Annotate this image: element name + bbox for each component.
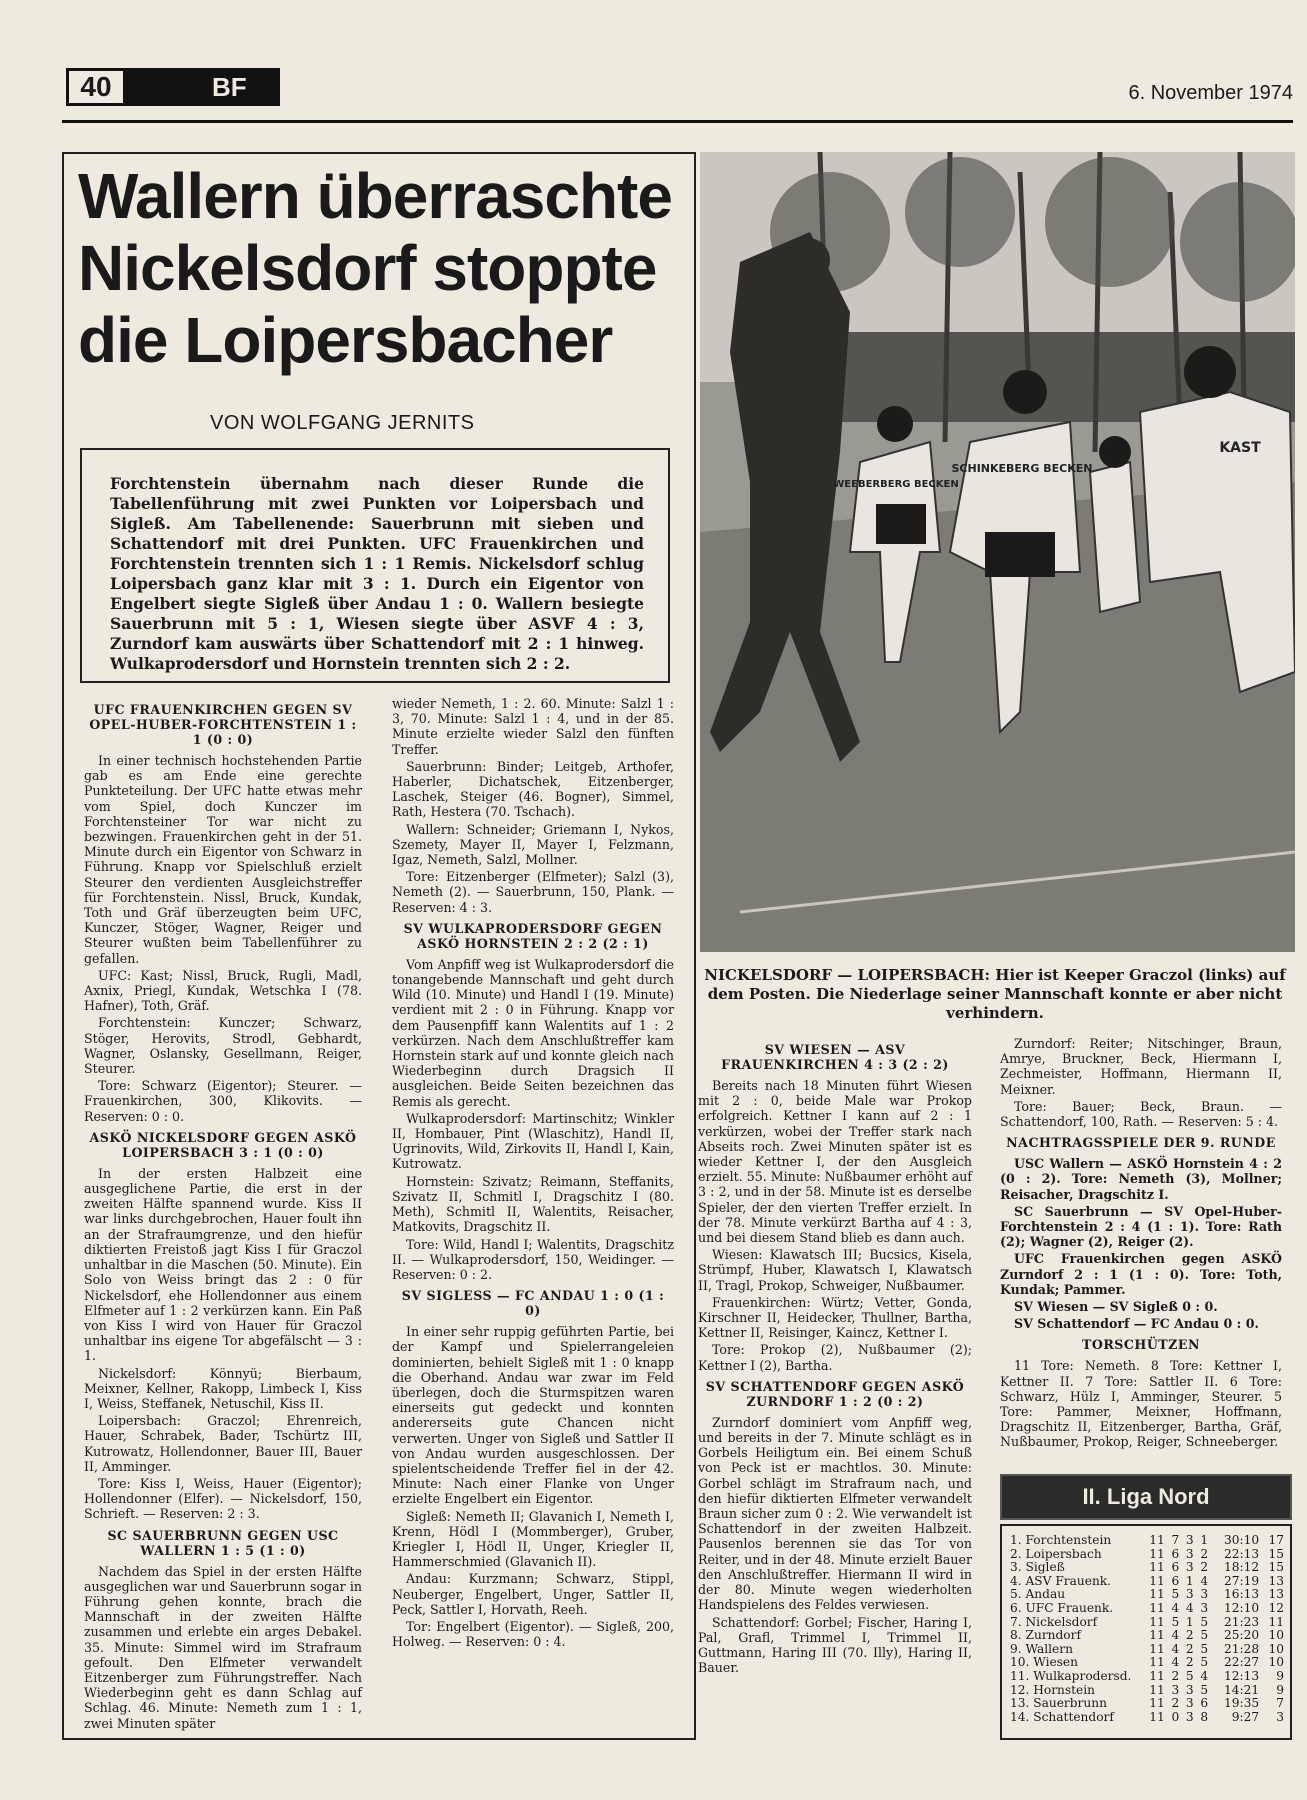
stat-cell: 5 [1171, 1614, 1180, 1629]
match-facts: Tore: Prokop (2), Nußbaumer (2); Kettner I (2), Bartha. [698, 1342, 972, 1373]
standings-table [1010, 1534, 1284, 1724]
lineup: Schattendorf: Gorbel; Fischer, Haring I, Pal, Grafl, Trimmel I, Trimmel II, Guttmann, Haring III (70. Illy), Haring II, Bauer. [698, 1614, 972, 1676]
stat-cell: 10 [1268, 1628, 1284, 1643]
stat-cell: 4 [1200, 1668, 1209, 1683]
match-report: Vom Anpfiff weg ist Wulkaprodersdorf die tonangebende Mannschaft und geht durch Wild (10. Minute) und Handl I (19. Minute) verdient mit 2 : 0 in Führung. Knapp vor dem Pausenpfiff kann Walentits auf 1 : 2 verkürzen. Nach dem Anschlußtreffer kam Hornstein stark auf und konnte gleich nach Wiederbeginn durch Dragsich II ausgleichen. Beide Seiten bezeichnen das Remis als gerecht. [392, 956, 674, 1109]
match-report: wieder Nemeth, 1 : 2. 60. Minute: Salzl 1 : 3, 70. Minute: Salzl 1 : 4, und in der 85. Minute erzielte wieder Salzl den fünften Treffer. [392, 696, 674, 757]
match-report: In der ersten Halbzeit eine ausgeglichene Partie, die erst in der zweiten Hälfte spannend wurde. Kiss II war links durchgebrochen, Hauer foult ihn an der Strafraumgrenze, und den hiefür diktierten Freistoß jagt Kiss I für Graczol unhaltbar in die Maschen (50. Minute). Ein Solo von Weiss bringt das 2 : 0 für Nickelsdorf, ehe Hollendonner aus einem Elfmeter auf 1 : 2 verkürzen kann. Ein Paß von Kiss I wird von Hauer für Graczol unhaltbar ins eigene Tor abgefälscht — 3 : 1. [84, 1165, 362, 1364]
stat-cell: 22:13 [1224, 1546, 1260, 1561]
lineup: Frauenkirchen: Würtz; Vetter, Gonda, Kirschner II, Heidecker, Thullner, Bartha, Kettner II, Reisinger, Kaincz, Kettner I. [698, 1294, 972, 1341]
lineup: Wallern: Schneider; Griemann I, Nykos, Szemety, Mayer II, Mayer I, Felzmann, Igaz, Nemeth, Salzl, Mollner. [392, 821, 674, 868]
stat-cell: 3 [1185, 1709, 1194, 1724]
stat-cell: 18:12 [1224, 1560, 1260, 1575]
stat-cell: 12:13 [1224, 1668, 1260, 1683]
match-facts: Tore: Schwarz (Eigentor); Steurer. — Frauenkirchen, 300, Klikovits. — Reserven: 0 : 0. [84, 1078, 362, 1124]
page-number: 40 [66, 68, 126, 106]
stat-cell: 11 [1149, 1668, 1165, 1683]
lineup: UFC: Kast; Nissl, Bruck, Rugli, Madl, Axnix, Priegl, Kundak, Wetschka I (78. Hafner), Toth, Gräf. [84, 967, 362, 1014]
jersey-print-3: KAST [1219, 440, 1261, 456]
stat-cell: 27:19 [1224, 1573, 1260, 1588]
stat-cell: 5 [1185, 1668, 1194, 1683]
team-name: 12. Hornstein [1010, 1682, 1096, 1697]
stat-cell: 11 [1149, 1546, 1165, 1561]
makeup-result: SC Sauerbrunn — SV Opel-Huber-Forchtenstein 2 : 4 (1 : 1). Tore: Rath (2); Wagner (2), Reiger (2). [1000, 1203, 1282, 1250]
top-scorers: 11 Tore: Nemeth. 8 Tore: Kettner I, Kettner II. 7 Tore: Sattler II. 6 Tore: Schwarz, Hülz I, Amminger, Steurer. 5 Tore: Pammer, Meixner, Hoffmann, Dragschitz II, Eitzenberger, Bartha, Gräf, Nußbaumer, Prokop, Reiger, Schneeberger. [1000, 1358, 1282, 1450]
stat-cell: 17 [1268, 1533, 1284, 1547]
stat-cell: 6 [1171, 1546, 1180, 1561]
makeup-result: SV Schattendorf — FC Andau 0 : 0. [1014, 1316, 1259, 1332]
table-row [1010, 1575, 1284, 1589]
byline: VON WOLFGANG JERNITS [210, 412, 475, 434]
stat-cell: 1 [1185, 1614, 1194, 1629]
stat-cell: 7 [1276, 1696, 1284, 1711]
issue-date: 6. November 1974 [1128, 82, 1293, 104]
team-name: 2. Loipersbach [1010, 1546, 1102, 1561]
table-row [1010, 1548, 1284, 1562]
stat-cell: 2 [1185, 1655, 1194, 1670]
stat-cell: 30:10 [1224, 1533, 1260, 1547]
table-row [1010, 1588, 1284, 1602]
stat-cell: 9:27 [1231, 1709, 1260, 1724]
stat-cell: 3 [1185, 1560, 1194, 1575]
stat-cell: 3 [1276, 1709, 1284, 1724]
team-name: 10. Wiesen [1010, 1655, 1078, 1670]
stat-cell: 2 [1200, 1546, 1209, 1561]
match-report: Bereits nach 18 Minuten führt Wiesen mit 2 : 0, beide Male war Prokop erfolgreich. Kettner I kann auf 2 : 1 verkürzen, wobei der Treffer stark nach Abseits roch. Zwei Minuten später ist es wieder Kettner I, der den Ausgleich erzielt. 55. Minute: Nußbaumer erhöht auf 3 : 2, und in der 58. Minute ist es derselbe Spieler, der den vierten Treffer erzielt. In der 78. Minute verkürzt Bartha auf 4 : 3, und bei diesem Stand blieb es dann auch. [698, 1078, 972, 1246]
match-facts: Tor: Engelbert (Eigentor). — Sigleß, 200, Holweg. — Reserven: 0 : 4. [392, 1618, 674, 1650]
stat-cell: 0 [1171, 1709, 1180, 1724]
stat-cell: 19:35 [1224, 1696, 1260, 1711]
stat-cell: 4 [1171, 1655, 1180, 1670]
match-facts: Tore: Wild, Handl I; Walentits, Dragschitz II. — Wulkaprodersdorf, 150, Weidinger. — Reserven: 0 : 2. [392, 1236, 674, 1282]
table-row [1010, 1629, 1284, 1643]
stat-cell: 6 [1200, 1696, 1209, 1711]
stat-cell: 3 [1171, 1682, 1180, 1697]
stat-cell: 22:27 [1224, 1655, 1260, 1670]
stat-cell: 6 [1171, 1573, 1180, 1588]
stat-cell: 4 [1200, 1573, 1209, 1588]
stat-cell: 11 [1149, 1614, 1165, 1629]
stat-cell: 4 [1185, 1600, 1194, 1615]
stat-cell: 11 [1149, 1655, 1165, 1670]
stat-cell: 5 [1200, 1682, 1209, 1697]
lineup: Forchtenstein: Kunczer; Schwarz, Stöger, Herovits, Strodl, Gebhardt, Wagner, Oslansky, Gesellmann, Reiger, Steurer. [84, 1015, 362, 1077]
league-table [1000, 1524, 1292, 1740]
stat-cell: 12 [1268, 1600, 1284, 1615]
stat-cell: 10 [1268, 1655, 1284, 1670]
stat-cell: 10 [1268, 1641, 1284, 1656]
stat-cell: 6 [1171, 1560, 1180, 1575]
stat-cell: 11 [1149, 1682, 1165, 1697]
stat-cell: 3 [1185, 1682, 1194, 1697]
stat-cell: 15 [1268, 1560, 1284, 1575]
stat-cell: 11 [1268, 1614, 1284, 1629]
match-photo [700, 152, 1295, 952]
makeup-result: SV Wiesen — SV Sigleß 0 : 0. [1014, 1299, 1218, 1315]
team-name: 1. Forchtenstein [1010, 1533, 1112, 1547]
team-name: 4. ASV Frauenk. [1010, 1573, 1112, 1588]
stat-cell: 4 [1171, 1641, 1180, 1656]
makeup-result: USC Wallern — ASKÖ Hornstein 4 : 2 (0 : 2). Tore: Nemeth (3), Mollner; Reisacher, Dragschitz I. [1000, 1156, 1282, 1202]
stat-cell: 21:23 [1224, 1614, 1260, 1629]
stat-cell: 5 [1200, 1628, 1209, 1643]
match-report: In einer technisch hochstehenden Partie gab es am Ende eine gerechte Punkteteilung. Der UFC hatte etwas mehr vom Spiel, doch Kunczer im Forchtensteiner Tor war nicht zu bezwingen. Frauenkirchen geht in der 51. Minute durch ein Eigentor von Schwarz in Führung. Knapp vor Spielschluß erzielt Steurer den verdienten Ausgleichstreffer für Forchtenstein. Nissl, Bruck, Kundak, Toth und Gräf überzeugten beim UFC, Kunczer, Stöger, Wagner, Reiger und Steurer wußten beim Tabellenführer zu gefallen. [84, 753, 362, 966]
match-report: In einer sehr ruppig geführten Partie, bei der Kampf und Spielerrangeleien dominierten, behielt Sigleß mit 1 : 0 knapp die Oberhand. Andau war zwar im Feld überlegen, doch die Sturmspitzen waren einerseits gut gedeckt und konnten andererseits gute Chancen nicht verwerten. Unger von Sigleß und Sattler II von Andau wurden ausgeschlossen. Der spielentscheidende Treffer fiel in der 42. Minute: Nach einer Flanke von Unger erzielte Engelbert ein Eigentor. [392, 1324, 674, 1507]
table-row [1010, 1670, 1284, 1684]
stat-cell: 13 [1268, 1573, 1284, 1588]
summary-box [80, 448, 670, 683]
table-row [1010, 1697, 1284, 1711]
article-column-2 [392, 696, 674, 1651]
stat-cell: 3 [1200, 1587, 1209, 1602]
match-report: Nachdem das Spiel in der ersten Hälfte ausgeglichen war und Sauerbrunn sogar in Führung gehen konnte, brach die Mannschaft in der zweiten Hälfte zusammen und erlebte ein arges Debakel. 35. Minute: Simmel wird im Strafraum gefoult. Den Elfmeter verwandelt Eitzenberger zum Führungstreffer. Nach Wiederbeginn geht es dann Schlag auf Schlag. 46. Minute: Nemeth zum 1 : 1, zwei Minuten später [84, 1563, 362, 1731]
stat-cell: 11 [1149, 1709, 1165, 1724]
stat-cell: 2 [1200, 1560, 1209, 1575]
lineup: Loipersbach: Graczol; Ehrenreich, Hauer, Schrabek, Bader, Tschürtz III, Kutrowatz, Hollendonner, Bauer III, Bauer II, Amminger. [84, 1413, 362, 1474]
section-title: TORSCHÜTZEN [1082, 1337, 1200, 1353]
photo-illustration [700, 152, 1295, 952]
article-column-1 [84, 696, 362, 1733]
stat-cell: 11 [1149, 1628, 1165, 1643]
stat-cell: 2 [1185, 1641, 1194, 1656]
stat-cell: 14:21 [1224, 1682, 1260, 1697]
stat-cell: 1 [1200, 1533, 1209, 1547]
stat-cell: 2 [1185, 1628, 1194, 1643]
team-name: 7. Nickelsdorf [1010, 1614, 1098, 1629]
table-row [1010, 1656, 1284, 1670]
stat-cell: 3 [1185, 1696, 1194, 1711]
header-rule [62, 120, 1293, 123]
stat-cell: 11 [1149, 1696, 1165, 1711]
headline: Wallern überraschte Nickelsdorf stoppte die Loipersbacher [78, 160, 672, 376]
stat-cell: 8 [1200, 1709, 1209, 1724]
stat-cell: 11 [1149, 1560, 1165, 1575]
stat-cell: 16:13 [1224, 1587, 1260, 1602]
match-title: ASKÖ NICKELSDORF GEGEN ASKÖ LOIPERSBACH 3 : 1 (0 : 0) [89, 1129, 357, 1160]
match-title: SV WULKAPRODERSDORF GEGEN ASKÖ HORNSTEIN 2 : 2 (2 : 1) [403, 920, 663, 951]
lineup: Sauerbrunn: Binder; Leitgeb, Arthofer, Haberler, Dichatschek, Eitzenberger, Laschek, Steiger (46. Bogner), Simmel, Rath, Hestera (70. Tschach). [392, 758, 674, 820]
team-name: 11. Wulkaprodersd. [1010, 1668, 1132, 1683]
team-name: 8. Zurndorf [1010, 1628, 1081, 1643]
stat-cell: 9 [1276, 1668, 1284, 1683]
match-report: Zurndorf dominiert vom Anpfiff weg, und bereits in der 7. Minute schlägt es in Gorbels Heiligtum ein. Bei einem Schuß von Peck ist er machtlos. 30. Minute: Gorbel schlägt im Strafraum nach, und den hiefür diktierten Elfmeter verwandelt Braun sicher zum 0 : 2. Wie verwandelt ist Schattendorf in der zweiten Halbzeit. Pausenlos berennen sie das Tor von Reiter, und in der 48. Minute erzielt Bauer den Anschlußtreffer. Hiermann II wird in der 80. Minute wegen wiederholten Handspielens des Feldes verwiesen. [698, 1414, 972, 1613]
match-title: SV SIGLESS — FC ANDAU 1 : 0 (1 : 0) [401, 1288, 665, 1319]
stat-cell: 11 [1149, 1600, 1165, 1615]
table-row [1010, 1534, 1284, 1548]
table-row [1010, 1561, 1284, 1575]
match-facts: Tore: Eitzenberger (Elfmeter); Salzl (3), Nemeth (2). — Sauerbrunn, 150, Plank. — Reserven: 4 : 3. [392, 869, 674, 915]
stat-cell: 3 [1200, 1600, 1209, 1615]
makeup-result: UFC Frauenkirchen gegen ASKÖ Zurndorf 2 : 1 (1 : 0). Tore: Toth, Kundak; Pammer. [1000, 1251, 1282, 1297]
article-column-4 [1000, 1036, 1282, 1452]
lineup: Andau: Kurzmann; Schwarz, Stippl, Neuberger, Engelbert, Unger, Sattler II, Peck, Sattler I, Horvath, Reeh. [392, 1571, 674, 1617]
match-title: SV WIESEN — ASV FRAUENKIRCHEN 4 : 3 (2 : 2) [721, 1042, 949, 1072]
team-name: 3. Sigleß [1010, 1560, 1065, 1575]
match-title: SV SCHATTENDORF GEGEN ASKÖ ZURNDORF 1 : 2 (0 : 2) [705, 1378, 965, 1409]
team-name: 9. Wallern [1010, 1641, 1073, 1656]
stat-cell: 21:28 [1224, 1641, 1260, 1656]
stat-cell: 7 [1171, 1533, 1180, 1547]
section-title: NACHTRAGSSPIELE DER 9. RUNDE [1006, 1135, 1276, 1151]
stat-cell: 5 [1200, 1655, 1209, 1670]
summary-text: Forchtenstein übernahm nach dieser Runde die Tabellenführung mit zwei Punkten vor Loipersbach und Sigleß. Am Tabellenende: Sauerbrunn mit sieben und Schattendorf mit drei Punkten. UFC Frauenkirchen und Forchtenstein trennten sich 1 : 1 Remis. Nickelsdorf schlug Loipersbach ganz klar mit 3 : 1. Durch ein Eigentor von Engelbert siegte Sigleß über Andau 1 : 0. Wallern besiegte Sauerbrunn mit 5 : 1, Wiesen siegte über ASVF 4 : 3, Zurndorf kam auswärts über Schattendorf mit 2 : 1 hinweg. Wulkaprodersdorf und Hornstein trennten sich 2 : 2. [110, 474, 644, 673]
lineup: Sigleß: Nemeth II; Glavanich I, Nemeth I, Krenn, Hödl I (Mommberger), Gruber, Kriegler I, Hödl II, Unger, Kriegler II, Hammerschmied (Glavanich II). [392, 1508, 674, 1570]
lineup: Nickelsdorf: Könnyü; Bierbaum, Meixner, Kellner, Rakopp, Limbeck I, Kiss I, Weiss, Steffanek, Netuschil, Kiss II. [84, 1365, 362, 1411]
lineup: Wulkaprodersdorf: Martinschitz; Winkler II, Hombauer, Pint (Wlaschitz), Handl II, Ugrinovits, Wild, Zirkovits II, Handl I, Kain, Kutrowatz. [392, 1110, 674, 1172]
team-name: 13. Sauerbrunn [1010, 1696, 1107, 1711]
stat-cell: 3 [1185, 1587, 1194, 1602]
team-name: 5. Andau [1010, 1587, 1066, 1602]
photo-caption: NICKELSDORF — LOIPERSBACH: Hier ist Keeper Graczol (links) auf dem Posten. Die Niederlage seiner Mannschaft konnte er aber nicht verhindern. [704, 966, 1286, 1022]
stat-cell: 11 [1149, 1533, 1165, 1547]
stat-cell: 9 [1276, 1682, 1284, 1697]
lineup: Zurndorf: Reiter; Nitschinger, Braun, Amrye, Bruckner, Beck, Hiermann I, Zechmeister, Hoffmann, Hiermann II, Meixner. [1000, 1036, 1282, 1097]
team-name: 14. Schattendorf [1010, 1709, 1114, 1724]
lineup: Hornstein: Szivatz; Reimann, Steffanits, Szivatz II, Schmitl I, Dragschitz I (80. Meth), Schmitl II, Walentits, Reisacher, Matkovits, Dragschitz II. [392, 1173, 674, 1235]
match-title: UFC FRAUENKIRCHEN GEGEN SV OPEL-HUBER-FORCHTENSTEIN 1 : 1 (0 : 0) [89, 702, 357, 747]
league-table-title: II. Liga Nord [1000, 1474, 1292, 1520]
table-row [1010, 1643, 1284, 1657]
stat-cell: 5 [1200, 1614, 1209, 1629]
table-row [1010, 1602, 1284, 1616]
stat-cell: 5 [1171, 1587, 1180, 1602]
article-column-3 [698, 1036, 972, 1677]
table-row [1010, 1711, 1284, 1725]
team-name: 6. UFC Frauenk. [1010, 1600, 1114, 1615]
stat-cell: 11 [1149, 1587, 1165, 1602]
stat-cell: 4 [1171, 1628, 1180, 1643]
stat-cell: 11 [1149, 1573, 1165, 1588]
stat-cell: 1 [1185, 1573, 1194, 1588]
stat-cell: 3 [1185, 1533, 1194, 1547]
stat-cell: 2 [1171, 1668, 1180, 1683]
stat-cell: 13 [1268, 1587, 1284, 1602]
stat-cell: 25:20 [1224, 1628, 1260, 1643]
stat-cell: 11 [1149, 1641, 1165, 1656]
stat-cell: 5 [1200, 1641, 1209, 1656]
section-label: BF [126, 68, 280, 106]
stat-cell: 15 [1268, 1546, 1284, 1561]
table-row [1010, 1684, 1284, 1698]
match-facts: Tore: Bauer; Beck, Braun. — Schattendorf, 100, Rath. — Reserven: 5 : 4. [1000, 1098, 1282, 1130]
stat-cell: 3 [1185, 1546, 1194, 1561]
lineup: Wiesen: Klawatsch III; Bucsics, Kisela, Strümpf, Huber, Klawatsch I, Klawatsch II, Tragl, Prokop, Schweiger, Nußbaumer. [698, 1247, 972, 1293]
stat-cell: 4 [1171, 1600, 1180, 1615]
jersey-print-2: SCHINKEBERG BECKEN [951, 462, 1093, 475]
match-facts: Tore: Kiss I, Weiss, Hauer (Eigentor); Hollendonner (Elfer). — Nickelsdorf, 150, Schrieft. — Reserven: 2 : 3. [84, 1475, 362, 1522]
stat-cell: 2 [1171, 1696, 1180, 1711]
stat-cell: 12:10 [1224, 1600, 1260, 1615]
match-title: SC SAUERBRUNN GEGEN USC WALLERN 1 : 5 (1 : 0) [107, 1527, 339, 1558]
jersey-print-1: WEEBERBERG BECKEN [833, 479, 959, 490]
table-row [1010, 1616, 1284, 1630]
